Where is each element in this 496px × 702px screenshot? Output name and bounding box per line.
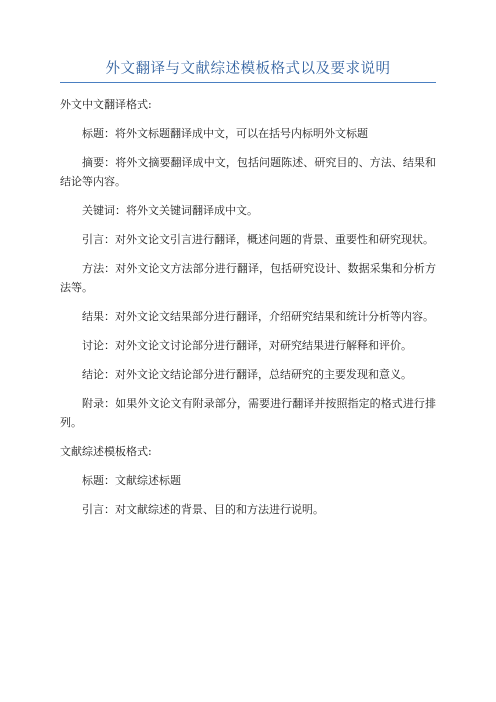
document-body (60, 95, 436, 529)
paragraph-discussion: 讨论：对外文论文讨论部分进行翻译，对研究结果进行解释和评价。 (82, 339, 412, 352)
paragraph-introduction: 引言：对外文论文引言进行翻译，概述问题的背景、重要性和研究现状。 (82, 233, 434, 246)
title-underline (60, 82, 436, 83)
paragraph-review-introduction: 引言：对文献综述的背景、目的和方法进行说明。 (82, 503, 324, 516)
paragraph-keywords: 关键词：将外文关键词翻译成中文。 (82, 204, 258, 217)
paragraph-review-title: 标题：文献综述标题 (82, 474, 181, 487)
section-translation-format (60, 95, 436, 432)
paragraph-results: 结果：对外文论文结果部分进行翻译，介绍研究结果和统计分析等内容。 (82, 310, 434, 323)
paragraph-title: 标题：将外文标题翻译成中文，可以在括号内标明外文标题 (82, 127, 368, 140)
paragraph-conclusion: 结论：对外文论文结论部分进行翻译，总结研究的主要发现和意义。 (82, 368, 412, 381)
section-heading: 外文中文翻译格式: (60, 98, 152, 111)
section-literature-review-format (60, 442, 436, 519)
paragraph-methods: 方法：对外文论文方法部分进行翻译，包括研究设计、数据采集和分析方法等。 (60, 262, 436, 294)
paragraph-appendix: 附录：如果外文论文有附录部分，需要进行翻译并按照指定的格式进行排列。 (60, 397, 436, 429)
document-title: 外文翻译与文献综述模板格式以及要求说明 (105, 61, 391, 77)
paragraph-abstract: 摘要：将外文摘要翻译成中文，包括问题陈述、研究目的、方法、结果和结论等内容。 (60, 156, 436, 188)
section-heading: 文献综述模板格式: (60, 445, 152, 458)
